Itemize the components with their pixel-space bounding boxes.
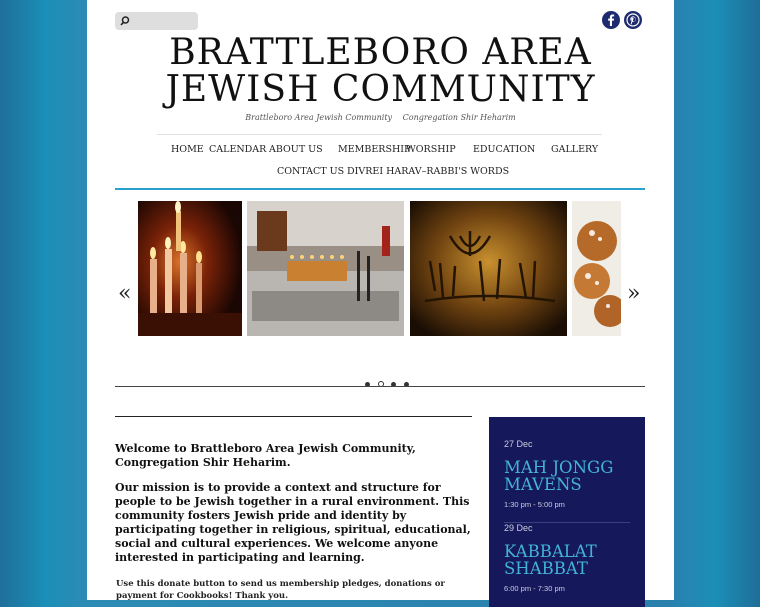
nav-contact-us[interactable]: CONTACT US — [277, 166, 345, 177]
event-date: 27 Dec — [504, 439, 533, 449]
carved-wall-menorah-image[interactable] — [410, 201, 567, 336]
slider-dots — [365, 372, 411, 391]
nav-calendar[interactable]: CALENDAR — [209, 144, 267, 155]
event-time: 6:00 pm - 7:30 pm — [504, 584, 565, 593]
nav-about-us[interactable]: ABOUT US — [269, 144, 323, 155]
nav-gallery[interactable]: GALLERY — [551, 144, 599, 155]
nav-education[interactable]: EDUCATION — [473, 144, 536, 155]
event-title[interactable]: KABBALAT SHABBAT — [504, 542, 597, 578]
page-container — [87, 0, 674, 600]
welcome-text: Welcome to Brattleboro Area Jewish Community, Congregation Shir Heharim. — [115, 442, 416, 469]
subtitle-community: Brattleboro Area Jewish Community — [245, 113, 393, 122]
nav-divrei-harav[interactable]: DIVREI HARAV–RABBI'S WORDS — [347, 166, 510, 177]
search-input[interactable] — [115, 12, 198, 30]
nav-worship[interactable]: WORSHIP — [406, 144, 456, 155]
mission-text: Our mission is to provide a context and structure for people to be Jewish together in a rural environment. This community fosters Jewish pride and identity by participating together in religious, spiritual, educational, social and cultural experiences. We welcome anyone interested in participating and learning. — [115, 481, 471, 564]
hanukkah-candles-image[interactable] — [138, 201, 242, 336]
events-sidebar — [489, 417, 645, 607]
image-slider — [137, 201, 621, 336]
menorah-window-image[interactable] — [247, 201, 404, 336]
sufganiyot-donuts-image[interactable] — [572, 201, 621, 336]
slider-next-button[interactable]: » — [627, 281, 641, 306]
nav-membership[interactable]: MEMBERSHIP — [338, 144, 411, 155]
search-icon — [119, 15, 131, 27]
site-subtitle — [87, 113, 674, 122]
subtitle-congregation: Congregation Shir Heharim — [402, 113, 516, 122]
event-title[interactable]: MAH JONGG MAVENS — [504, 458, 614, 494]
pinterest-icon[interactable] — [624, 11, 642, 29]
slider-divider — [115, 386, 645, 387]
header-divider — [157, 134, 602, 135]
site-title[interactable]: BRATTLEBORO AREA JEWISH COMMUNITY — [165, 32, 596, 110]
facebook-icon[interactable] — [602, 11, 620, 29]
event-time: 1:30 pm - 5:00 pm — [504, 500, 565, 509]
content-divider — [115, 416, 472, 417]
event-date: 29 Dec — [504, 523, 533, 533]
nav-accent-bar — [115, 188, 645, 190]
slider-prev-button[interactable]: « — [118, 281, 132, 306]
donate-text: Use this donate button to send us membership pledges, donations or payment for Cookbooks! Thank you. — [116, 579, 445, 601]
nav-home[interactable]: HOME — [171, 144, 204, 155]
